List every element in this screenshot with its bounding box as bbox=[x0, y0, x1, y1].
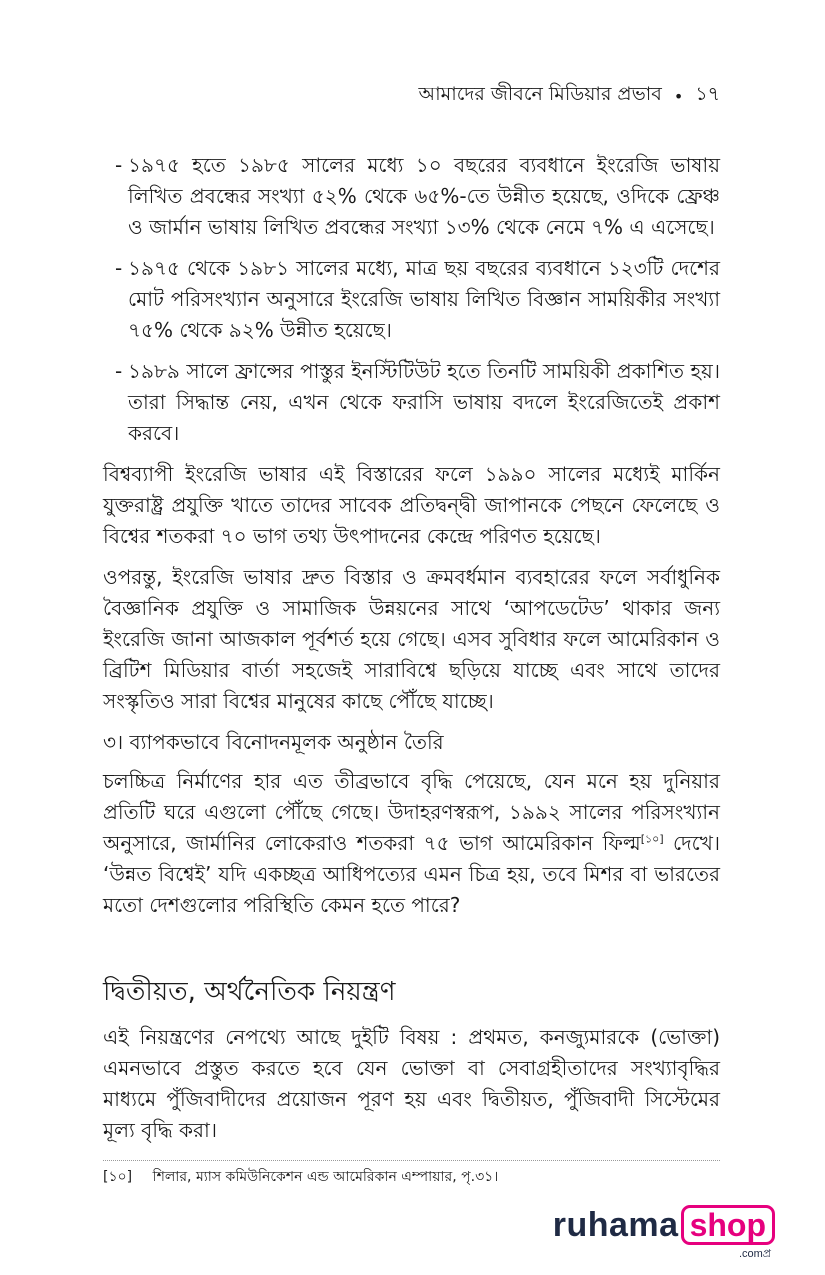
film-paragraph-text: চলচ্চিত্র নির্মাণের হার এত তীব্রভাবে বৃদ্ধি পেয়েছে, যেন মনে হয় দুনিয়ার প্রতিটি ঘরে এগুলো পৌঁছে গেছে। উদাহরণস্বরূপ, ১৯৯২ সালের পরিসংখ্যান অনুসারে, জার্মানির লোকেরাও শতকরা ৭৫ ভাগ আমেরিকান ফিল্ম bbox=[103, 769, 720, 855]
list-item bbox=[103, 356, 720, 449]
paragraph: বিশ্বব্যাপী ইংরেজি ভাষার এই বিস্তারের ফলে ১৯৯০ সালের মধ্যেই মার্কিন যুক্তরাষ্ট্র প্রযুক্তি খাতে তাদের সাবেক প্রতিদ্বন্দ্বী জাপানকে পেছনে ফেলেছে ও বিশ্বের শতকরা ৭০ ভাগ তথ্য উৎপাদনের কেন্দ্রে পরিণত হয়েছে। bbox=[103, 462, 720, 548]
list-item-text: ১৯৭৫ হতে ১৯৮৫ সালের মধ্যে ১০ বছরের ব্যবধানে ইংরেজি ভাষায় লিখিত প্রবন্ধের সংখ্যা ৫২% থেকে ৬৫%-তে উন্নীত হয়েছে, ওদিকে ফ্রেঞ্চ ও জার্মান ভাষায় লিখিত প্রবন্ধের সংখ্যা ১৩% থেকে নেমে ৭% এ এসেছে। bbox=[128, 153, 720, 239]
header-title: আমাদের জীবনে মিডিয়ার প্রভাব bbox=[418, 83, 662, 105]
bullet-marker: - bbox=[115, 359, 123, 383]
header-separator: • bbox=[673, 86, 684, 106]
page-body bbox=[103, 150, 720, 1156]
running-header bbox=[418, 80, 720, 112]
footnote-text: শিলার, ম্যাস কমিউনিকেশন এন্ড আমেরিকান এম্পায়ার, পৃ.৩১। bbox=[152, 1169, 499, 1185]
list-item-text: ১৯৭৫ থেকে ১৯৮১ সালের মধ্যে, মাত্র ছয় বছরের ব্যবধানে ১২৩টি দেশের মোট পরিসংখ্যান অনুসারে ইংরেজি ভাষায় লিখিত বিজ্ঞান সাময়িকীর সংখ্যা ৭৫% থেকে ৯২% উন্নীত হয়েছে। bbox=[128, 256, 720, 342]
bullet-marker: - bbox=[115, 256, 123, 280]
list-item bbox=[103, 253, 720, 346]
paragraph: ওপরন্তু, ইংরেজি ভাষার দ্রুত বিস্তার ও ক্রমবর্ধমান ব্যবহারের ফলে সর্বাধুনিক বৈজ্ঞানিক প্রযুক্তি ও সামাজিক উন্নয়নের সাথে ‘আপডেটেড’ থাকার জন্য ইংরেজি জানা আজকাল পূর্বশর্ত হয়ে গেছে। এসব সুবিধার ফলে আমেরিকান ও ব্রিটিশ মিডিয়ার বার্তা সহজেই সারাবিশ্বে ছড়িয়ে যাচ্ছে এবং সাথে তাদের সংস্কৃতিও সারা বিশ্বের মানুষের কাছে পৌঁছে যাচ্ছে। bbox=[103, 565, 720, 713]
film-paragraph bbox=[103, 766, 720, 921]
ruhamashop-logo bbox=[552, 1205, 775, 1260]
list-item-text: ১৯৮৯ সালে ফ্রান্সের পাস্তুর ইনস্টিটিউট হতে তিনটি সাময়িকী প্রকাশিত হয়। তারা সিদ্ধান্ত নেয়, এখন থেকে ফরাসি ভাষায় বদলে ইংরেজিতেই প্রকাশ করবে। bbox=[128, 359, 720, 445]
section-paragraph: এই নিয়ন্ত্রণের নেপথ্যে আছে দুইটি বিষয় : প্রথমত, কনজ্যুমারকে (ভোক্তা) এমনভাবে প্রস্তুত করতে হবে যেন ভোক্তা বা সেবাগ্রহীতাদের সংখ্যাবৃদ্ধির মাধ্যমে পুঁজিবাদীদের প্রয়োজন পূরণ হয় এবং দ্বিতীয়ত, পুঁজিবাদী সিস্টেমের মূল্য বৃদ্ধি করা। bbox=[103, 1025, 720, 1142]
footnote bbox=[103, 1160, 720, 1187]
logo-brand-text: ruhama bbox=[552, 1206, 679, 1244]
logo-shop-text: shop bbox=[681, 1205, 775, 1245]
footnote-reference: [১০] bbox=[640, 832, 664, 846]
subheading: ৩। ব্যাপকভাবে বিনোদনমূলক অনুষ্ঠান তৈরি bbox=[103, 730, 444, 754]
bullet-marker: - bbox=[115, 153, 123, 177]
section-title: দ্বিতীয়ত, অর্থনৈতিক নিয়ন্ত্রণ bbox=[103, 977, 396, 1007]
film-paragraph-text-cont: দেখে। ‘উন্নত বিশ্বেই’ যদি একচ্ছত্র আধিপত্যের এমন চিত্র হয়, তবে মিশর বা ভারতের মতো দেশগুলোর পরিস্থিতি কেমন হতে পারে? bbox=[103, 831, 720, 917]
logo-domain-text: .comপ্র bbox=[738, 1248, 771, 1260]
statistics-list bbox=[103, 150, 720, 449]
page-number: ১৭ bbox=[695, 83, 720, 105]
logo-shop-badge bbox=[681, 1205, 775, 1260]
list-item bbox=[103, 150, 720, 243]
footnote-number: [১০] bbox=[103, 1169, 133, 1185]
